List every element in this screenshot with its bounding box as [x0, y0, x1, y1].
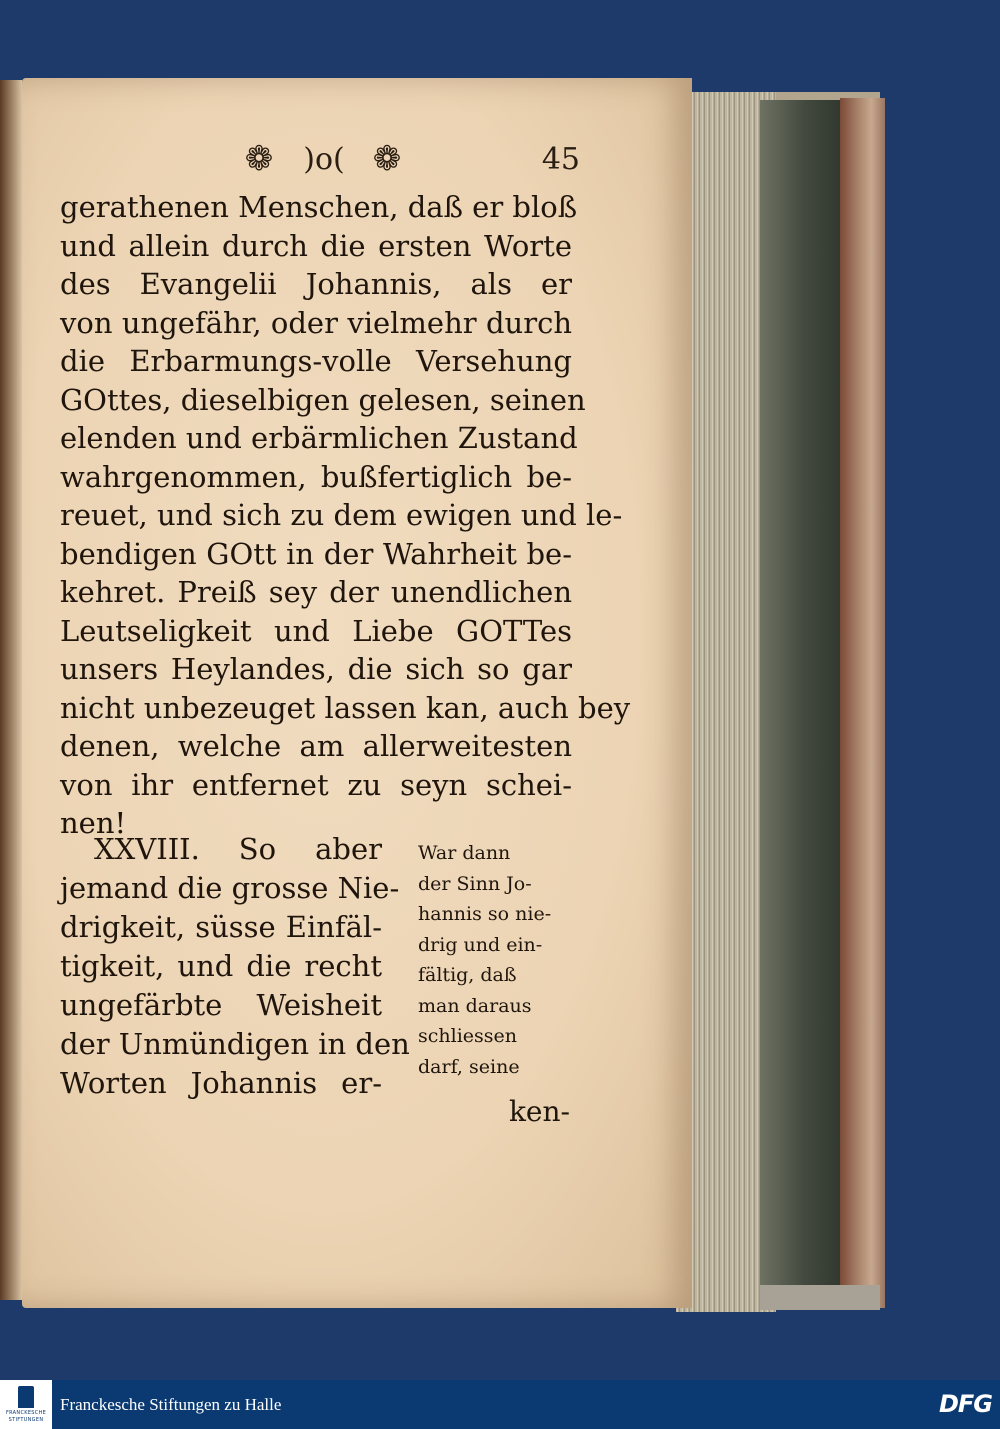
margin-note-line: schliessen — [418, 1025, 518, 1047]
text-line: von ungefähr, oder vielmehr durch — [60, 305, 572, 340]
logo-caption: FRANCKESCHE STIFTUNGEN — [5, 1410, 47, 1423]
margin-note-line: War dann — [418, 842, 511, 864]
paragraph-line: Worten Johannis er- — [60, 1066, 382, 1100]
margin-note-line: hannis so nie- — [418, 903, 552, 925]
building-icon — [18, 1386, 34, 1408]
text-line: reuet, und sich zu dem ewigen und le- — [60, 498, 623, 532]
main-text-block — [60, 188, 631, 843]
paragraph-xxviii — [60, 830, 410, 1103]
margin-note-line: fältig, daß — [418, 964, 517, 986]
footer-title[interactable]: Franckesche Stiftungen zu Halle — [60, 1395, 282, 1414]
paragraph-line: jemand die grosse Nie- — [60, 871, 400, 905]
text-line: des Evangelii Johannis, als er — [60, 267, 572, 301]
franckesche-logo[interactable] — [0, 1380, 52, 1429]
text-line: nicht unbezeuget lassen kan, auch bey — [60, 690, 631, 725]
left-page-edge — [0, 80, 22, 1300]
page-number: 45 — [541, 142, 580, 177]
paragraph-line: ungefärbte Weisheit — [60, 988, 382, 1022]
paragraph-line: drigkeit, süsse Einfäl- — [60, 910, 382, 944]
paragraph-line: der Unmündigen in den — [60, 1027, 410, 1061]
text-line: kehret. Preiß sey der unendlichen — [60, 575, 572, 609]
text-line: von ihr entfernet zu seyn schei- — [60, 767, 572, 802]
text-line: gerathenen Menschen, daß er bloß — [60, 190, 578, 224]
margin-note-line: der Sinn Jo- — [418, 872, 532, 895]
dfg-logo[interactable]: DFG — [938, 1390, 992, 1418]
text-line: und allein durch die ersten Worte — [60, 228, 572, 263]
text-line: unsers Heylandes, die sich so gar — [60, 652, 572, 686]
page-block-shadow — [760, 100, 850, 1300]
text-line: die Erbarmungs-volle Versehung — [60, 344, 572, 378]
text-line: denen, welche am allerweitesten — [60, 729, 572, 763]
text-line: GOttes, dieselbigen gelesen, seinen — [60, 382, 586, 417]
paragraph-line: XXVIII. So aber — [94, 832, 382, 866]
paragraph-line: tigkeit, und die recht — [60, 949, 382, 983]
catchword: ken- — [508, 1095, 570, 1128]
ornament-middle: )o( — [303, 142, 345, 177]
cover-bottom — [760, 1285, 880, 1310]
margin-note-line: darf, seine — [418, 1055, 520, 1078]
margin-note-line: man daraus — [418, 994, 532, 1017]
text-line: Leutseligkeit und Liebe GOTTes — [60, 613, 572, 648]
text-line: elenden und erbärmlichen Zustand — [60, 421, 578, 455]
text-line: nen! — [60, 806, 127, 840]
margin-note-line: drig und ein- — [418, 933, 543, 956]
book-cover-edge — [840, 98, 885, 1308]
ornament-left-icon: ❁ — [244, 139, 274, 179]
ornament-right-icon: ❁ — [372, 139, 402, 179]
text-line: wahrgenommen, bußfertiglich be- — [60, 459, 572, 494]
footer-bar — [0, 1380, 1000, 1429]
text-line: bendigen GOtt in der Wahrheit be- — [60, 536, 572, 571]
margin-note — [418, 838, 568, 1082]
page-header — [240, 140, 580, 190]
